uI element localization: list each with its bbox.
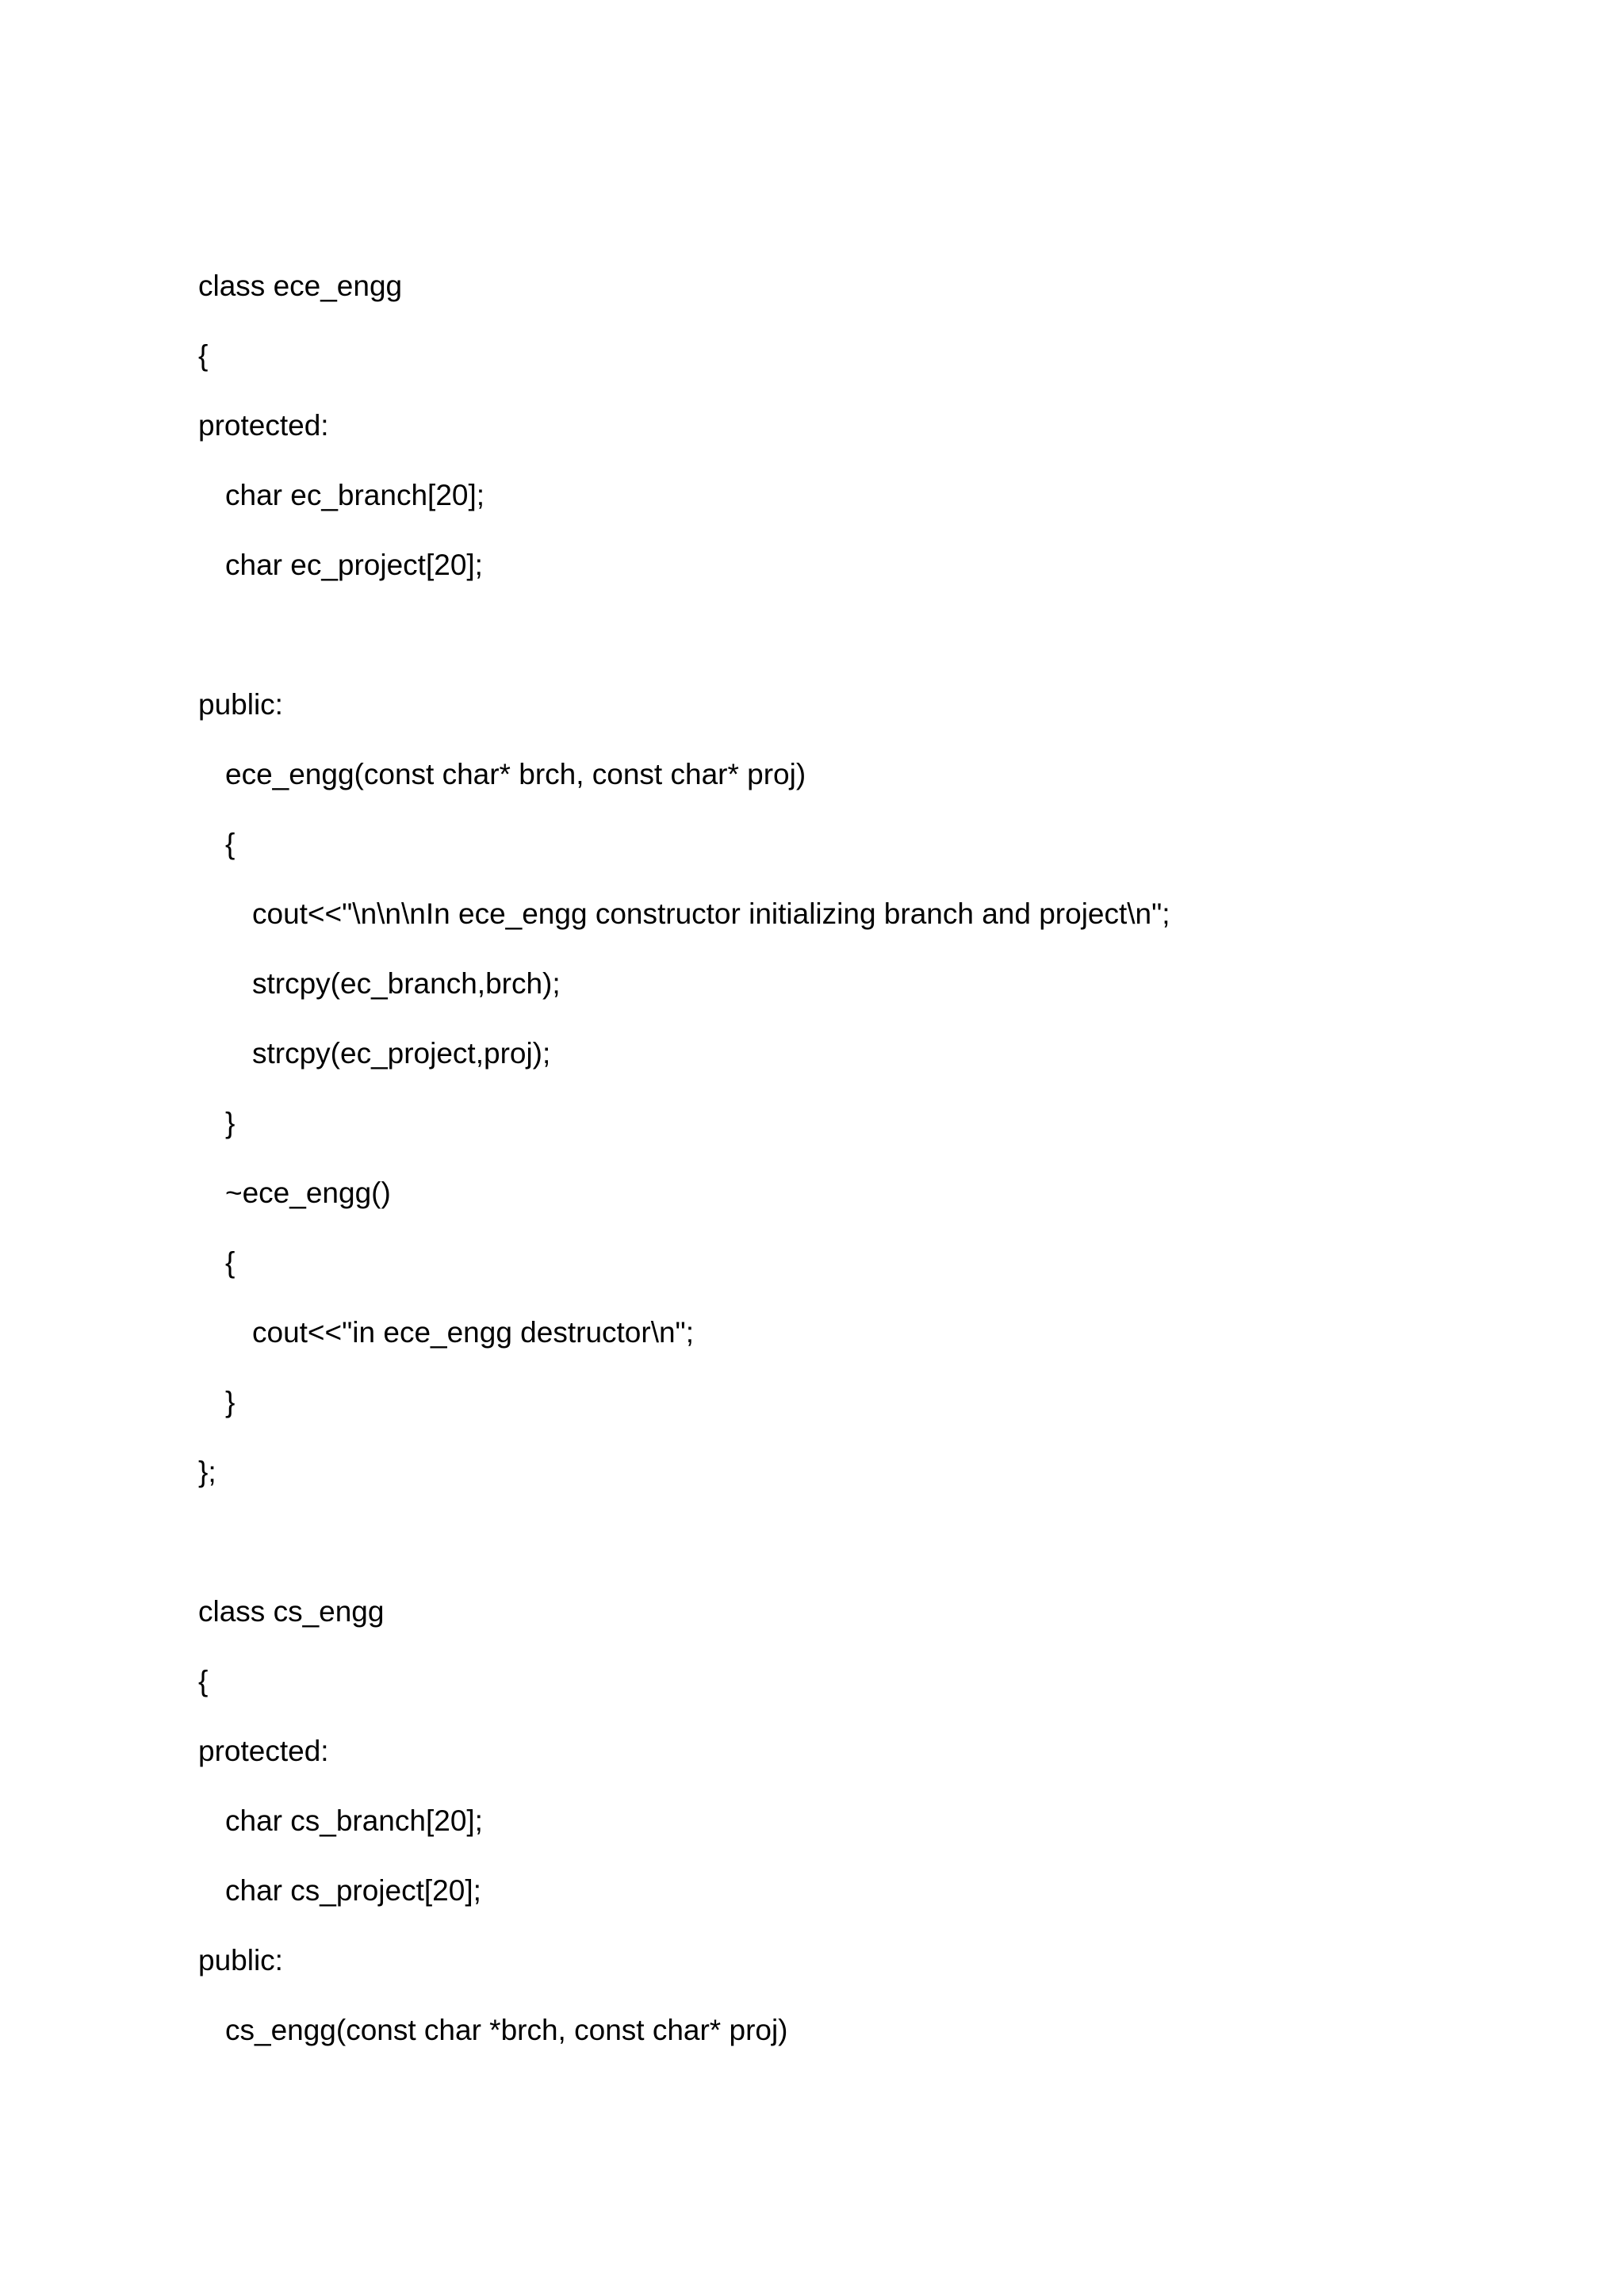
code-line: } — [225, 1386, 236, 1418]
code-line: ece_engg(const char* brch, const char* proj) — [225, 758, 806, 790]
code-line: public: — [198, 1944, 283, 1976]
code-listing — [198, 264, 1546, 2078]
code-line: }; — [198, 1456, 216, 1488]
blank-line — [198, 1520, 1546, 1590]
code-line: { — [225, 828, 236, 860]
code-line: char cs_branch[20]; — [225, 1804, 483, 1837]
code-line: strcpy(ec_project,proj); — [252, 1037, 551, 1070]
code-line: char ec_branch[20]; — [225, 479, 485, 511]
code-line: protected: — [198, 1735, 329, 1767]
code-line: strcpy(ec_branch,brch); — [252, 967, 561, 1000]
code-line: char cs_project[20]; — [225, 1874, 481, 1907]
code-line: { — [198, 339, 209, 372]
code-line: public: — [198, 688, 283, 721]
code-line: class cs_engg — [198, 1595, 385, 1628]
code-line: cout<<"in ece_engg destructor\n"; — [252, 1316, 694, 1349]
code-line: ~ece_engg() — [225, 1177, 391, 1209]
code-line: char ec_project[20]; — [225, 549, 483, 581]
code-line: protected: — [198, 409, 329, 442]
code-line: { — [225, 1246, 236, 1279]
code-line: { — [198, 1665, 209, 1697]
code-line: cout<<"\n\n\nIn ece_engg constructor initializing branch and project\n"; — [252, 897, 1170, 930]
code-line: class ece_engg — [198, 270, 403, 302]
code-line: } — [225, 1107, 236, 1139]
blank-line — [198, 613, 1546, 683]
code-line: cs_engg(const char *brch, const char* proj) — [225, 2014, 788, 2046]
